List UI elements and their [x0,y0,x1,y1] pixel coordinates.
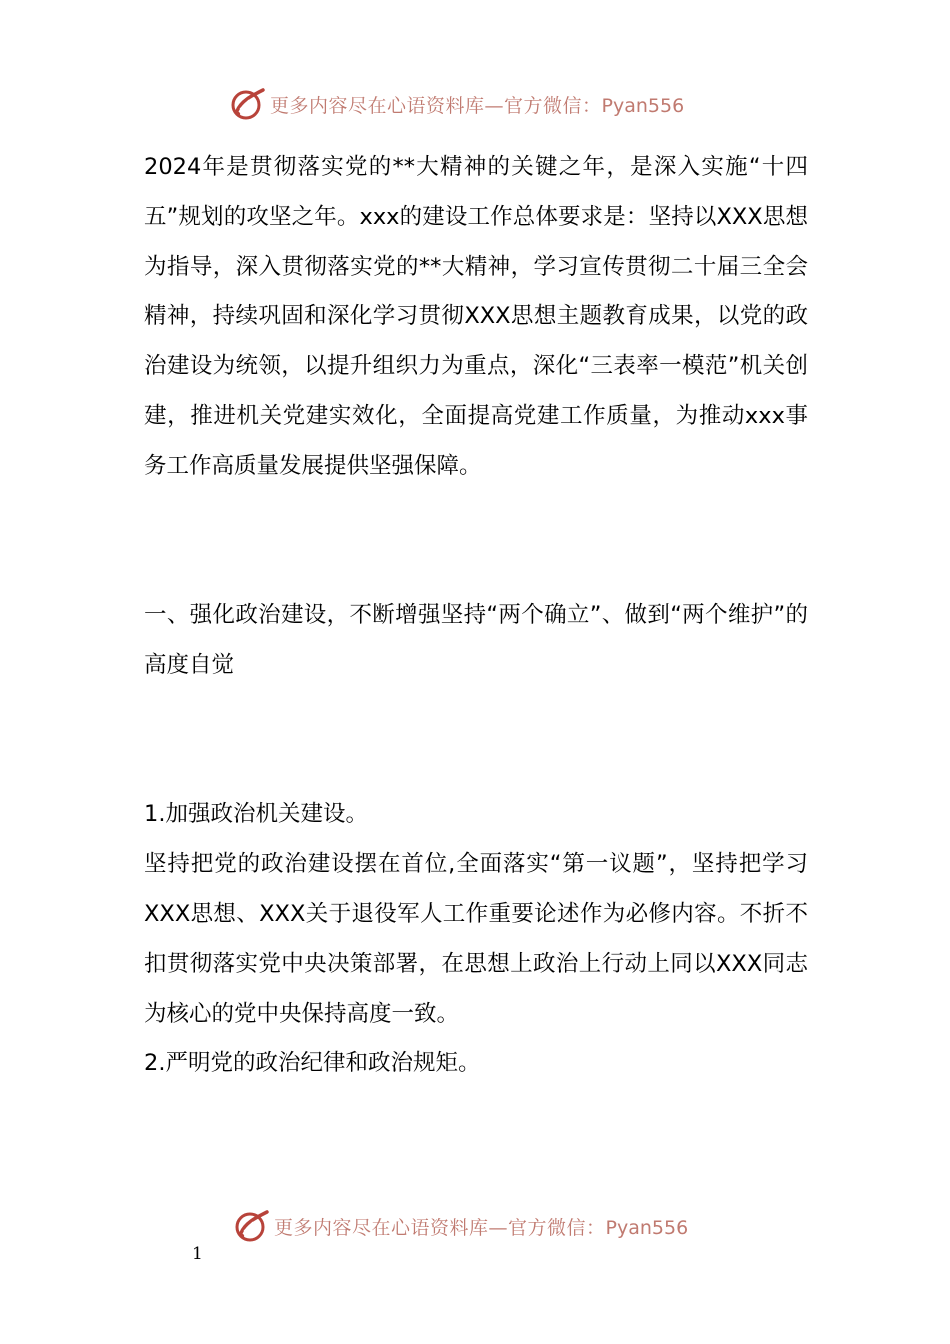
section-heading: 一、强化政治建设，不断增强坚持“两个确立”、做到“两个维护”的高度自觉 [144,602,808,678]
item-2-title: 2.严明党的政治纪律和政治规矩。 [144,1050,481,1077]
banner-wechat-id: Pyan556 [601,94,685,117]
banner-wechat-id: Pyan556 [605,1216,689,1239]
banner-main-text: 更多内容尽在心语资料库—官方微信： [270,94,602,117]
banner-text [274,1213,688,1240]
intro-paragraph: 2024年是贯彻落实党的**大精神的关键之年，是深入实施“十四五”规划的攻坚之年。xxx的建设工作总体要求是：坚持以XXX思想为指导，深入贯彻落实党的**大精神，学习宣传贯彻二十届三全会精神，持续巩固和深化学习贯彻XXX思想主题教育成果，以党的政治建设为统领，以提升组织力为重点，深化“三表率一模范”机关创建，推进机关党建实效化，全面提高党建工作质量，为推动xxx事务工作高质量发展提供坚强保障。 [144,154,808,479]
footer-banner [232,1206,688,1246]
spacer [144,492,808,592]
banner-main-text: 更多内容尽在心语资料库—官方微信： [274,1216,606,1239]
item-1-body: 坚持把党的政治建设摆在首位,全面落实“第一议题”，坚持把学习XXX思想、XXX关于退役军人工作重要论述作为必修内容。不折不扣贯彻落实党中央决策部署，在思想上政治上行动上同以XXX同志为核心的党中央保持高度一致。 [144,851,808,1027]
item-1-title: 1.加强政治机关建设。 [144,801,368,828]
header-banner [228,84,684,124]
spacer [144,691,808,791]
pen-logo-icon [228,84,268,124]
page-number: 1 [192,1244,203,1264]
document-body [144,143,808,1089]
banner-text [270,91,684,118]
pen-logo-icon [232,1206,272,1246]
